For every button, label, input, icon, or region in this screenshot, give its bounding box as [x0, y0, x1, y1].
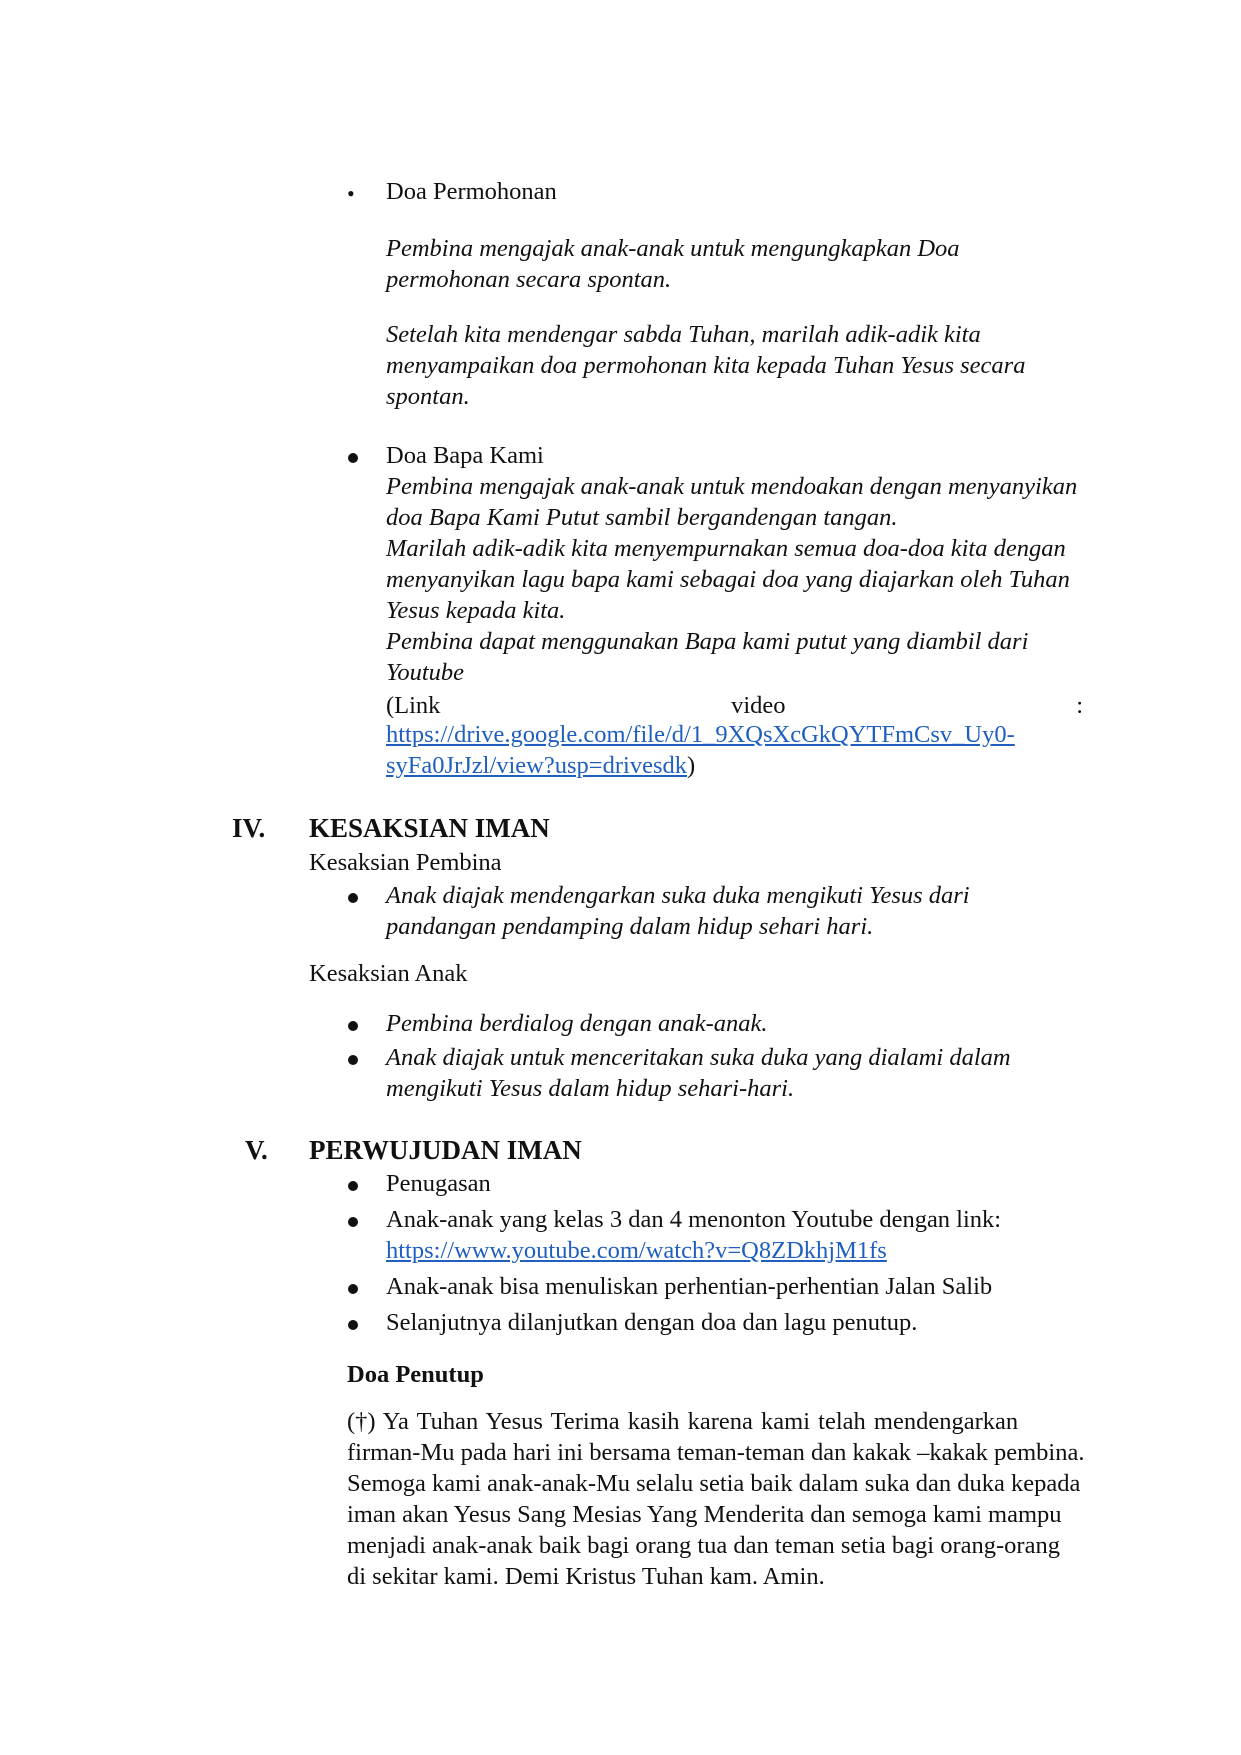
section-title: PERWUJUDAN IMAN — [309, 1135, 582, 1165]
drive-link-line-2 — [386, 754, 695, 779]
closing-prayer-line: menjadi anak-anak baik bagi orang tua dan teman setia bagi orang-orang — [347, 1532, 1060, 1559]
drive-link-line-1 — [386, 723, 1015, 748]
closing-prayer-line: iman akan Yesus Sang Mesias Yang Menderita dan semoga kami mampu — [347, 1501, 1062, 1528]
body-line: Pembina mengajak anak-anak untuk mendoakan dengan menyanyikan — [386, 473, 1078, 500]
list-item-line: Anak-anak bisa menuliskan perhentian-perhentian Jalan Salib — [386, 1273, 993, 1300]
list-item-line: mengikuti Yesus dalam hidup sehari-hari. — [386, 1075, 795, 1102]
list-item-line: Anak diajak untuk menceritakan suka duka yang dialami dalam — [386, 1044, 1011, 1071]
bullet-icon — [348, 1181, 358, 1191]
closing-prayer-line: Semoga kami anak-anak-Mu selalu setia baik dalam suka dan duka kepada — [347, 1470, 1081, 1497]
prayer-line: Setelah kita mendengar sabda Tuhan, marilah adik-adik kita — [386, 321, 981, 348]
drive-video-link[interactable]: syFa0JrJzl/view?usp=drivesdk — [386, 752, 687, 779]
link-caption-word: video — [731, 692, 786, 719]
list-item-line: Anak-anak yang kelas 3 dan 4 menonton Youtube dengan link: — [386, 1206, 1002, 1233]
item-title-doa-permohonan: Doa Permohonan — [386, 178, 557, 205]
list-item-line: pandangan pendamping dalam hidup sehari hari. — [386, 913, 874, 940]
list-item-line: Anak diajak mendengarkan suka duka mengikuti Yesus dari — [386, 882, 970, 909]
youtube-link-line — [386, 1239, 887, 1264]
subheading: Kesaksian Pembina — [309, 849, 502, 876]
bullet-icon — [348, 893, 358, 903]
bullet-icon — [348, 453, 358, 463]
link-caption-row — [386, 692, 1083, 720]
body-line: Yesus kepada kita. — [386, 597, 566, 624]
section-number: V. — [245, 1135, 268, 1165]
body-line: Marilah adik-adik kita menyempurnakan semua doa-doa kita dengan — [386, 535, 1066, 562]
list-item-line: Selanjutnya dilanjutkan dengan doa dan lagu penutup. — [386, 1309, 918, 1336]
list-item-line: Pembina berdialog dengan anak-anak. — [386, 1010, 768, 1037]
closing-prayer-line: di sekitar kami. Demi Kristus Tuhan kam. Amin. — [347, 1563, 825, 1590]
prayer-line: menyampaikan doa permohonan kita kepada Tuhan Yesus secara — [386, 352, 1026, 379]
prayer-line: spontan. — [386, 383, 470, 410]
youtube-link[interactable]: https://www.youtube.com/watch?v=Q8ZDkhjM1fs — [386, 1237, 887, 1264]
subheading: Kesaksian Anak — [309, 960, 468, 987]
drive-video-link[interactable]: https://drive.google.com/file/d/1_9XQsXcGkQYTFmCsv_Uy0- — [386, 721, 1015, 748]
bullet-icon — [348, 1021, 358, 1031]
instruction-line: Pembina mengajak anak-anak untuk mengungkapkan Doa — [386, 235, 960, 262]
link-caption-word: : — [1076, 692, 1083, 719]
section-number: IV. — [232, 813, 266, 843]
body-line: Pembina dapat menggunakan Bapa kami putut yang diambil dari — [386, 628, 1029, 655]
section-title: KESAKSIAN IMAN — [309, 813, 550, 843]
bullet-icon — [348, 1284, 358, 1294]
bullet-icon — [348, 1055, 358, 1065]
item-title-doa-bapa-kami: Doa Bapa Kami — [386, 442, 544, 469]
closing-prayer-line: (†) Ya Tuhan Yesus Terima kasih karena kami telah mendengarkan — [347, 1408, 1019, 1435]
list-item-line: Penugasan — [386, 1170, 491, 1197]
link-caption-word: (Link — [386, 692, 441, 719]
bullet-icon: • — [347, 181, 355, 206]
bullet-icon — [348, 1320, 358, 1330]
instruction-line: permohonan secara spontan. — [386, 266, 672, 293]
closing-prayer-line: firman-Mu pada hari ini bersama teman-teman dan kakak –kakak pembina. — [347, 1439, 1085, 1466]
bullet-icon — [348, 1217, 358, 1227]
body-line: menyanyikan lagu bapa kami sebagai doa yang diajarkan oleh Tuhan — [386, 566, 1070, 593]
body-line: Youtube — [386, 659, 465, 686]
closing-prayer-title: Doa Penutup — [347, 1361, 484, 1388]
body-line: doa Bapa Kami Putut sambil bergandengan tangan. — [386, 504, 898, 531]
link-close: ) — [686, 752, 696, 779]
